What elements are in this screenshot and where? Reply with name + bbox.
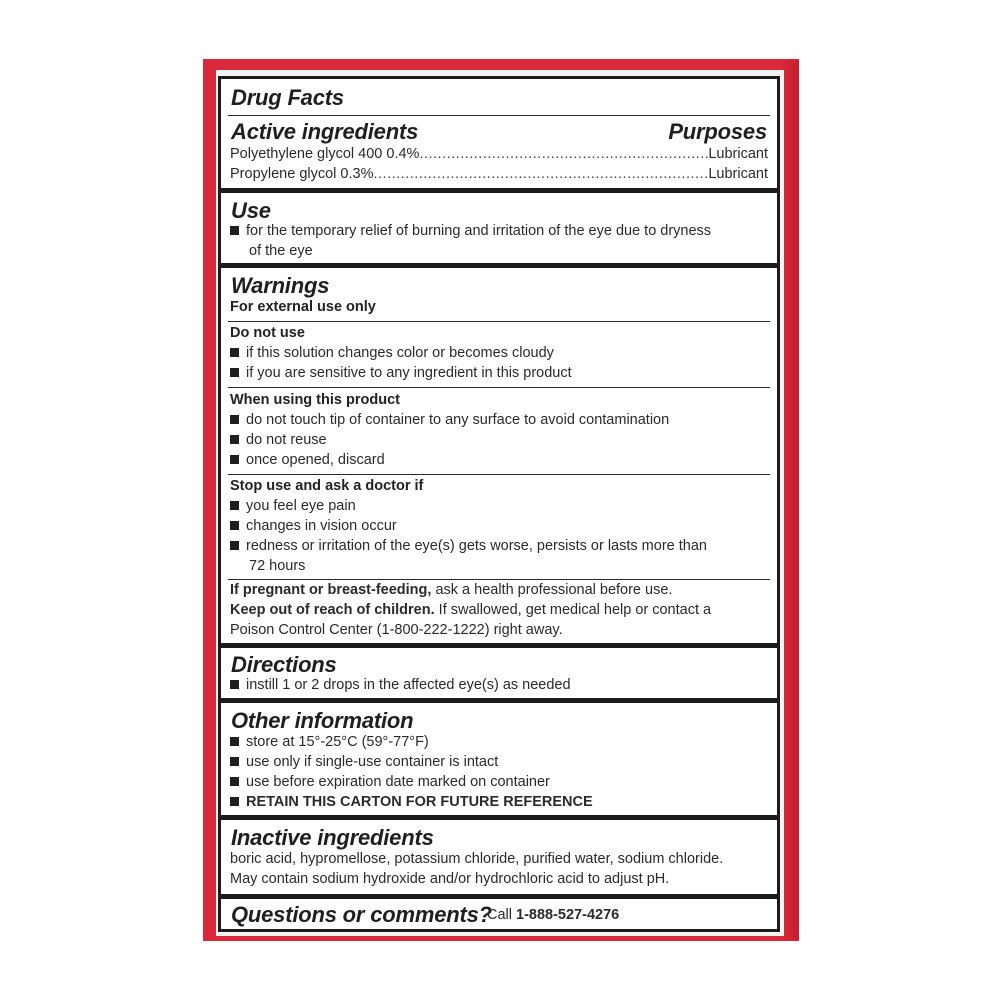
bullet-icon: [230, 521, 239, 530]
warning-item: [230, 432, 327, 448]
do-not-use-heading: Do not use: [230, 325, 305, 341]
when-using-heading: When using this product: [230, 392, 400, 408]
ingredient-purpose: Lubricant: [708, 146, 768, 162]
directions-item-text: instill 1 or 2 drops in the affected eye(s) as needed: [246, 677, 571, 693]
external-use-text: For external use only: [230, 299, 376, 315]
use-box: [218, 190, 780, 266]
drug-facts-title: Drug Facts: [231, 85, 344, 110]
warning-item-text: if this solution changes color or becomes cloudy: [246, 345, 554, 361]
active-ingredients-heading: Active ingredients: [231, 119, 419, 144]
call-label: Call: [487, 907, 512, 923]
divider: [228, 474, 770, 475]
inactive-ingredients-box: [218, 817, 780, 897]
inactive-ingredients-text: boric acid, hypromellose, potassium chloride, purified water, sodium chloride.: [230, 851, 724, 867]
bullet-icon: [230, 368, 239, 377]
bullet-icon: [230, 541, 239, 550]
other-item: [230, 734, 429, 750]
warning-item: [230, 498, 356, 514]
bullet-icon: [230, 501, 239, 510]
warning-item-text: once opened, discard: [246, 452, 385, 468]
warnings-box: [218, 265, 780, 646]
warning-item: [230, 518, 397, 534]
bullet-icon: [230, 737, 239, 746]
divider: [228, 321, 770, 322]
use-item: [230, 223, 711, 239]
bullet-icon: [230, 797, 239, 806]
warning-item-text: do not touch tip of container to any surface to avoid contamination: [246, 412, 670, 428]
active-ingredients-box: [218, 76, 780, 191]
other-item-text: use before expiration date marked on container: [246, 774, 550, 790]
leader-dots: [373, 166, 708, 182]
questions-heading: Questions or comments?: [231, 902, 492, 927]
children-warning: [230, 602, 711, 618]
warning-item: [230, 412, 669, 428]
other-information-box: [218, 700, 780, 818]
warning-item-text: changes in vision occur: [246, 518, 397, 534]
pregnancy-warning-text: ask a health professional before use.: [431, 582, 673, 598]
divider: [228, 115, 770, 116]
warning-item: [230, 452, 385, 468]
directions-box: [218, 645, 780, 701]
ingredient-row: [230, 146, 768, 162]
bullet-icon: [230, 757, 239, 766]
bullet-icon: [230, 435, 239, 444]
leader-dots: [419, 146, 708, 162]
warning-item-text: if you are sensitive to any ingredient in this product: [246, 365, 572, 381]
bullet-icon: [230, 680, 239, 689]
warning-item: [230, 345, 554, 361]
ingredient-name: Polyethylene glycol 400 0.4%: [230, 146, 420, 162]
warning-item-text: you feel eye pain: [246, 498, 356, 514]
questions-box: [218, 896, 780, 932]
poison-control-text: Poison Control Center (1-800-222-1222) right away.: [230, 622, 563, 638]
other-item: [230, 754, 498, 770]
bullet-icon: [230, 415, 239, 424]
warning-item-text: do not reuse: [246, 432, 327, 448]
bullet-icon: [230, 777, 239, 786]
bullet-icon: [230, 226, 239, 235]
divider: [228, 579, 770, 580]
pregnancy-warning-bold: If pregnant or breast-feeding,: [230, 582, 432, 598]
pregnancy-warning: [230, 582, 672, 598]
use-item-text: for the temporary relief of burning and irritation of the eye due to dryness: [246, 223, 712, 239]
ingredient-purpose: Lubricant: [708, 166, 768, 182]
other-item-text: store at 15°-25°C (59°-77°F): [246, 734, 429, 750]
bullet-icon: [230, 348, 239, 357]
children-warning-text: If swallowed, get medical help or contact a: [434, 602, 712, 618]
use-heading: Use: [231, 198, 271, 223]
directions-heading: Directions: [231, 652, 337, 677]
directions-item: [230, 677, 571, 693]
purposes-heading: Purposes: [668, 119, 767, 144]
warning-item: [230, 538, 707, 554]
use-item-continued: of the eye: [249, 243, 313, 259]
phone-number: 1-888-527-4276: [516, 907, 620, 923]
divider: [228, 387, 770, 388]
ingredient-name: Propylene glycol 0.3%: [230, 166, 374, 182]
ingredient-row: [230, 166, 768, 182]
warning-item: [230, 365, 572, 381]
other-item: [230, 774, 550, 790]
other-information-heading: Other information: [231, 708, 414, 733]
other-item-text: use only if single-use container is intact: [246, 754, 499, 770]
inactive-ingredients-heading: Inactive ingredients: [231, 825, 434, 850]
bullet-icon: [230, 455, 239, 464]
children-warning-bold: Keep out of reach of children.: [230, 602, 435, 618]
questions-contact: [487, 907, 619, 923]
warnings-heading: Warnings: [231, 273, 330, 298]
stop-use-heading: Stop use and ask a doctor if: [230, 478, 424, 494]
warning-item-text: redness or irritation of the eye(s) gets worse, persists or lasts more than: [246, 538, 707, 554]
retain-carton-text: RETAIN THIS CARTON FOR FUTURE REFERENCE: [246, 794, 593, 810]
warning-item-continued: 72 hours: [249, 558, 306, 574]
retain-carton-item: [230, 794, 593, 810]
inactive-ingredients-note: May contain sodium hydroxide and/or hydrochloric acid to adjust pH.: [230, 871, 670, 887]
